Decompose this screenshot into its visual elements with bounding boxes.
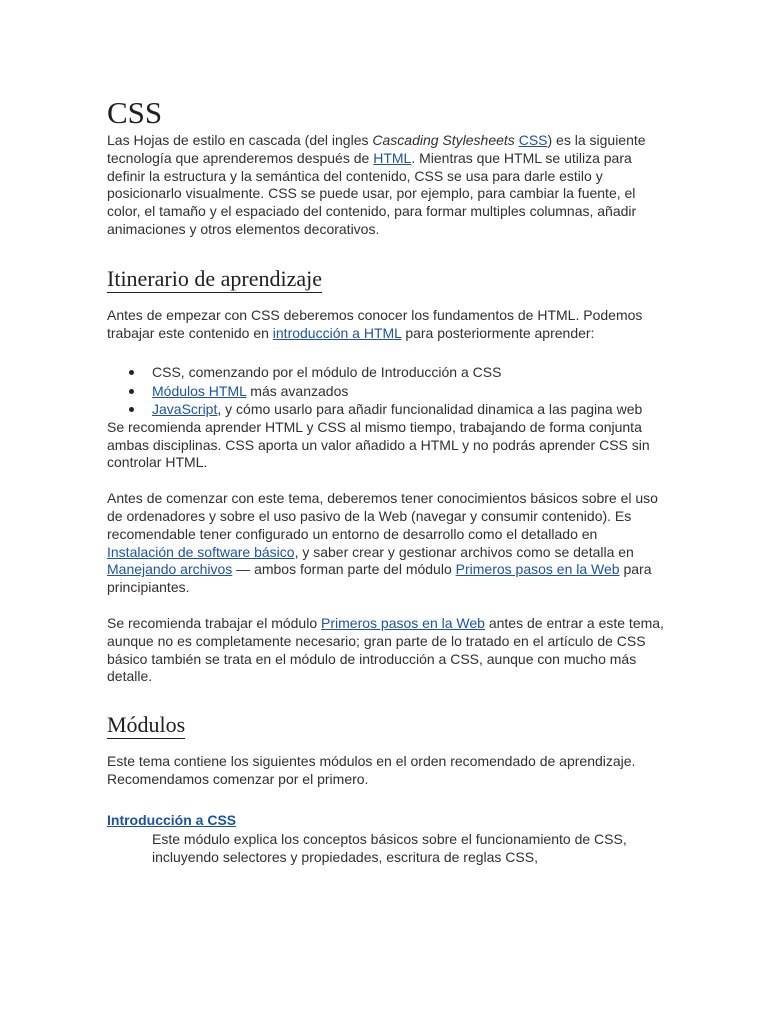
heading-modulos: Módulos bbox=[107, 712, 186, 738]
software-basico-link[interactable]: Instalación de software básico bbox=[107, 543, 295, 560]
heading-itinerario: Itinerario de aprendizaje bbox=[107, 265, 322, 291]
javascript-link[interactable]: JavaScript bbox=[152, 401, 218, 418]
itinerario-p3-text-b: , y saber crear y gestionar archivos como se detalla en bbox=[294, 543, 634, 560]
itinerario-p3-text-a: Antes de comenzar con este tema, deberemos tener conocimientos básicos sobre el uso de ordenadores y sobre el uso pasivo de la Web (navegar y consumir contenido). Es recomendable tener configurado un entorno de desarrollo como el detallado en bbox=[107, 490, 658, 542]
list-item bbox=[107, 400, 667, 419]
intro-text-2: ) es la siguiente tecnología que aprenderemos después de bbox=[107, 132, 646, 166]
module-description: Este módulo explica los conceptos básicos sobre el funcionamiento de CSS, incluyendo selectores y propiedades, escritura de reglas CSS, bbox=[152, 830, 627, 865]
module-entry bbox=[107, 811, 667, 866]
list-item bbox=[107, 363, 667, 382]
list-item-text: CSS, comenzando por el módulo de Introducción a CSS bbox=[152, 364, 502, 381]
intro-paragraph bbox=[107, 132, 667, 239]
itinerario-paragraph-4 bbox=[107, 615, 667, 686]
itinerario-paragraph-3 bbox=[107, 490, 667, 597]
itinerario-p4-text-a: Se recomienda trabajar el módulo bbox=[107, 615, 322, 632]
css-link[interactable]: CSS bbox=[518, 132, 548, 148]
list-item bbox=[107, 382, 667, 401]
heading-modulos-wrap bbox=[107, 712, 667, 744]
intro-text-3: . Mientras que HTML se utiliza para definir la estructura y la semántica del contenido, CSS se usa para darle estilo y posicionarlo visualmente. CSS se puede usar, por ejemplo, para cambiar la fuente, el color, el tamaño y el espaciado del contenido, para formar multiples columnas, añadir animaciones y otros elementos decorativos. bbox=[107, 149, 637, 237]
itinerario-p1-text-a: Antes de empezar con CSS deberemos conocer los fundamentos de HTML. Podemos trabajar este contenido en bbox=[107, 306, 643, 341]
bullet-dot-icon bbox=[129, 370, 134, 375]
page-title: CSS bbox=[107, 95, 163, 130]
html-link[interactable]: HTML bbox=[373, 149, 412, 166]
primeros-pasos-link-2[interactable]: Primeros pasos en la Web bbox=[321, 615, 485, 632]
intro-html-link[interactable]: introducción a HTML bbox=[272, 324, 402, 341]
bullet-dot-icon bbox=[129, 407, 134, 412]
intro-text-1: Las Hojas de estilo en cascada (del ingles bbox=[107, 132, 373, 148]
itinerario-p4-text-b: antes de entrar a este tema, aunque no es completamente necesario; gran parte de lo tratado en el artículo de CSS básico también se trata en el módulo de introducción a CSS, aunque con mucho más detalle. bbox=[107, 615, 664, 685]
itinerario-paragraph-1 bbox=[107, 307, 667, 343]
itinerario-paragraph-2: Se recomienda aprender HTML y CSS al mismo tiempo, trabajando de forma conjunta ambas disciplinas. CSS aporta un valor añadido a HTML y no podrás aprender CSS sin controlar HTML. bbox=[107, 418, 650, 471]
intro-italic-term: Cascading Stylesheets bbox=[372, 132, 515, 148]
modulos-html-link[interactable]: Módulos HTML bbox=[152, 382, 247, 399]
itinerario-p3-text-c: — ambos forman parte del módulo bbox=[232, 561, 456, 578]
itinerario-p3-text-d: para principiantes. bbox=[107, 561, 652, 596]
article-content bbox=[107, 96, 667, 866]
itinerario-p1-text-b: para posteriormente aprender: bbox=[401, 324, 595, 341]
list-item-text: , y cómo usarlo para añadir funcionalidad dinamica a las pagina web bbox=[217, 401, 643, 418]
list-item-text: más avanzados bbox=[246, 382, 349, 399]
learning-list bbox=[107, 363, 667, 419]
manejando-archivos-link[interactable]: Manejando archivos bbox=[107, 561, 233, 578]
module-title-link[interactable]: Introducción a CSS bbox=[107, 811, 237, 828]
heading-itinerario-wrap bbox=[107, 266, 667, 298]
bullet-dot-icon bbox=[129, 389, 134, 394]
primeros-pasos-link[interactable]: Primeros pasos en la Web bbox=[455, 561, 620, 578]
modulos-paragraph: Este tema contiene los siguientes módulos en el orden recomendado de aprendizaje. Recomendamos comenzar por el primero. bbox=[107, 753, 636, 788]
